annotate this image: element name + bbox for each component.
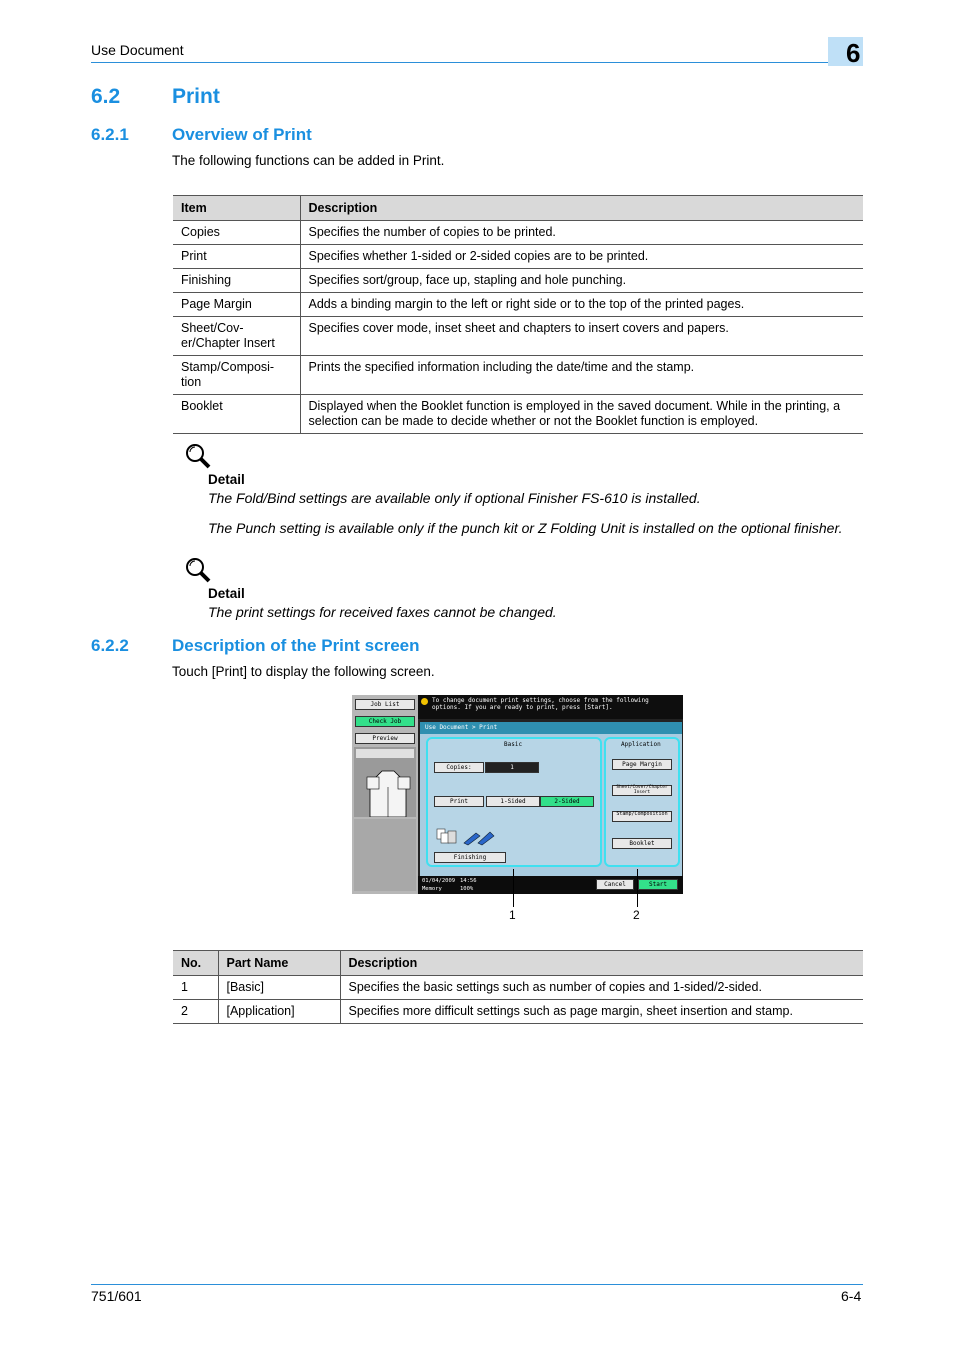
callout-line-2 [637, 869, 638, 907]
part-name-cell: [Basic] [218, 976, 340, 1000]
model-number: 751/601 [91, 1288, 142, 1304]
number-cell: 2 [173, 1000, 218, 1024]
description-cell: Prints the specified information including the date/time and the stamp. [300, 356, 863, 395]
table-row [173, 221, 863, 245]
header-rule [91, 62, 863, 63]
item-cell: Booklet [173, 395, 300, 434]
table-row [173, 293, 863, 317]
callout-line-1 [513, 869, 514, 907]
subsection-number: 6.2.2 [91, 636, 129, 655]
detail-note: The Fold/Bind settings are available only if optional Finisher FS-610 is installed. [208, 490, 701, 506]
description-cell: Specifies sort/group, face up, stapling and hole punching. [300, 269, 863, 293]
basic-panel[interactable] [426, 737, 602, 867]
table-row [173, 1000, 863, 1024]
callout-number: 1 [509, 908, 516, 922]
table-row [173, 317, 863, 356]
description-cell: Adds a binding margin to the left or right side or to the top of the printed pages. [300, 293, 863, 317]
status-footer [418, 876, 683, 894]
copies-label: Copies: [434, 762, 484, 773]
table-header-row [173, 951, 863, 976]
finishing-icon [436, 827, 496, 851]
description-cell: Specifies more difficult settings such as page margin, sheet insertion and stamp. [340, 1000, 863, 1024]
table-row [173, 269, 863, 293]
footer-rule [91, 1284, 863, 1285]
item-cell: Finishing [173, 269, 300, 293]
number-cell: 1 [173, 976, 218, 1000]
detail-heading: Detail [208, 586, 245, 601]
magnifier-icon [184, 556, 212, 584]
memory-value: 100% [460, 886, 474, 892]
application-title: Application [621, 741, 661, 748]
start-button[interactable]: Start [638, 879, 678, 890]
part-name-cell: [Application] [218, 1000, 340, 1024]
print-screen-screenshot [352, 695, 683, 894]
item-cell: Sheet/Cov-er/Chapter Insert [173, 317, 300, 356]
table-row [173, 356, 863, 395]
description-cell: Specifies cover mode, inset sheet and chapters to insert covers and papers. [300, 317, 863, 356]
left-panel-filler [354, 819, 416, 891]
item-cell: Page Margin [173, 293, 300, 317]
print-label: Print [434, 796, 484, 807]
info-bulb-icon [421, 698, 428, 705]
item-cell: Copies [173, 221, 300, 245]
job-list-button[interactable]: Job List [355, 699, 415, 710]
left-panel [352, 695, 418, 894]
page-number: 6-4 [841, 1288, 862, 1304]
column-header: No. [173, 951, 218, 976]
column-header: Item [173, 196, 300, 221]
parts-table [173, 950, 863, 1024]
detail-heading: Detail [208, 472, 245, 487]
output-preview-area [354, 747, 416, 817]
running-header: Use Document [91, 42, 184, 58]
column-header: Description [340, 951, 863, 976]
stamp-composition-button[interactable]: Stamp/Composition [612, 811, 672, 822]
preview-button[interactable]: Preview [355, 733, 415, 744]
subsection-title: Overview of Print [172, 125, 312, 144]
chapter-number: 6 [846, 38, 861, 68]
date-text: 01/04/2009 [422, 878, 456, 884]
basic-title: Basic [504, 741, 523, 748]
memory-label: Memory [422, 886, 442, 892]
cancel-button[interactable]: Cancel [596, 879, 634, 890]
detail-note: The Punch setting is available only if the punch kit or Z Folding Unit is installed on the optional finisher. [208, 520, 843, 536]
table-row [173, 395, 863, 434]
table-row [173, 245, 863, 269]
subsection-title: Description of the Print screen [172, 636, 420, 655]
time-text: 14:56 [460, 878, 477, 884]
functions-table [173, 195, 863, 434]
column-header: Part Name [218, 951, 340, 976]
description-cell: Specifies the number of copies to be printed. [300, 221, 863, 245]
check-job-button[interactable]: Check Job [355, 716, 415, 727]
page-margin-button[interactable]: Page Margin [612, 759, 672, 770]
description-cell: Displayed when the Booklet function is employed in the saved document. While in the printing, a selection can be made to decide whether or not the Booklet function is employed. [300, 395, 863, 434]
description-cell: Specifies whether 1-sided or 2-sided copies are to be printed. [300, 245, 863, 269]
application-panel[interactable] [604, 737, 680, 867]
callout-number: 2 [633, 908, 640, 922]
booklet-button[interactable]: Booklet [612, 838, 672, 849]
instruction-message: To change document print settings, choose from the following options. If you are ready to print, press [Start]. [418, 695, 683, 719]
finishing-button[interactable]: Finishing [434, 852, 506, 863]
intro-text: The following functions can be added in Print. [172, 153, 445, 168]
copies-value[interactable]: 1 [485, 762, 539, 773]
table-header-row [173, 196, 863, 221]
intro-text: Touch [Print] to display the following screen. [172, 664, 435, 679]
subsection-number: 6.2.1 [91, 125, 129, 144]
settings-area [420, 734, 682, 876]
item-cell: Print [173, 245, 300, 269]
section-number: 6.2 [91, 85, 121, 108]
one-sided-button[interactable]: 1-Sided [486, 796, 540, 807]
column-header: Description [300, 196, 863, 221]
magnifier-icon [184, 442, 212, 470]
two-sided-button[interactable]: 2-Sided [540, 796, 594, 807]
sheet-cover-insert-button[interactable]: Sheet/Cover/Chapter Insert [612, 785, 672, 796]
section-title: Print [172, 85, 220, 108]
breadcrumb-bar: Use Document > Print [420, 722, 682, 734]
table-row [173, 976, 863, 1000]
description-cell: Specifies the basic settings such as number of copies and 1-sided/2-sided. [340, 976, 863, 1000]
detail-note: The print settings for received faxes cannot be changed. [208, 604, 557, 620]
item-cell: Stamp/Composi-tion [173, 356, 300, 395]
